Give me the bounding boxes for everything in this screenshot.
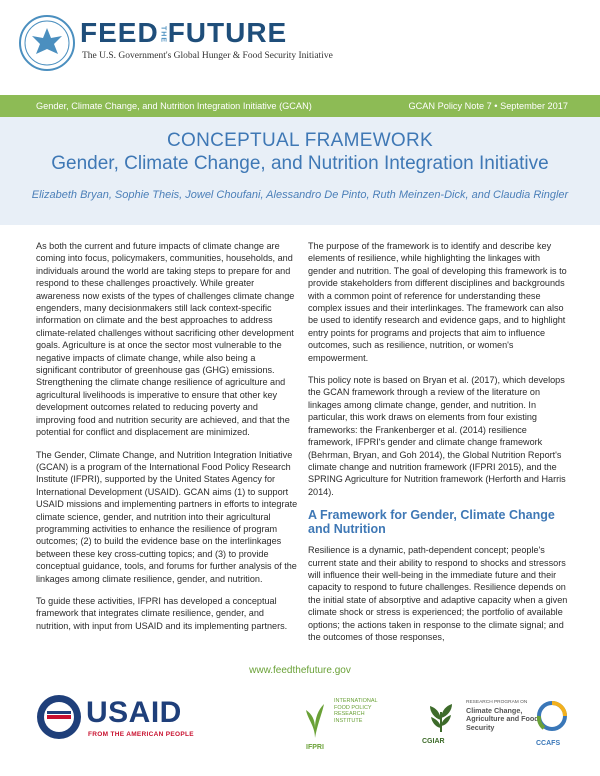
paragraph: To guide these activities, IFPRI has developed a conceptual framework that integrates climate resilience, gender, and nutrition, with input from USAID and its implementing partners.	[36, 595, 288, 631]
usaid-seal-icon	[36, 694, 82, 740]
cgiar-wordmark: CGIAR	[422, 738, 445, 745]
brand-the: THE	[159, 26, 167, 44]
ccafs-program-name: Climate Change, Agriculture and Food Security	[466, 706, 539, 732]
usaid-tagline: FROM THE AMERICAN PEOPLE	[88, 731, 194, 738]
right-column	[308, 240, 570, 653]
tagline: The U.S. Government's Global Hunger & Food Security Initiative	[82, 51, 333, 61]
document-title: CONCEPTUAL FRAMEWORK	[166, 130, 434, 151]
usaid-wordmark: USAID	[86, 696, 182, 729]
authors: Elizabeth Bryan, Sophie Theis, Jowel Choufani, Alessandro De Pinto, Ruth Meinzen-Dick, and Claudia Ringler	[31, 189, 569, 201]
website-link[interactable]: www.feedthefuture.gov	[249, 665, 351, 676]
header	[0, 0, 600, 92]
banner-program-name: Gender, Climate Change, and Nutrition Integration Initiative (GCAN)	[36, 101, 312, 111]
partner-logos	[0, 684, 600, 776]
ifpri-logo-icon	[302, 698, 328, 742]
brand-future: FUTURE	[167, 17, 288, 48]
paragraph: The Gender, Climate Change, and Nutrition Integration Initiative (GCAN) is a program of the International Food Policy Research Institute (IFPRI), supported by the United States Agency for International Development (USAID). GCAN aims (1) to support USAID missions and implementing partners in efforts to integrate climate science, gender, and nutrition into their agricultural programming activities to enhance the resilience of program outcomes; (2) to build the evidence base on the interlinkages between these key cross-cutting topics; and (3) to provide conceptual guidance, tools, and forums for further analysis of the linkages among climate resilience, gender, and nutrition.	[36, 449, 298, 584]
ifpri-acronym: IFPRI	[306, 744, 324, 751]
ccafs-logo-icon	[536, 698, 568, 736]
ccafs-program-label: RESEARCH PROGRAM ON	[466, 700, 528, 705]
title-block	[0, 117, 600, 225]
section-heading: A Framework for Gender, Climate Change and Nutrition	[308, 508, 555, 537]
paragraph: This policy note is based on Bryan et al. (2017), which develops the GCAN framework through a review of the literature on linkages among climate change, gender, and nutrition. In particular, this work draws on elements from four existing frameworks: the Frankenberger et al. (2014) resilience framework, IFPRI's gender and climate change framework (Behrman, Bryan, and Goh 2014), the Global Nutrition Report's climate change and nutrition framework (IFPRI 2015), and the SPRING Agriculture for Nutrition framework (Herforth and Harris 2014).	[308, 375, 566, 497]
brand-feed: FEED	[80, 17, 159, 48]
paragraph: As both the current and future impacts of climate change are coming into focus, policymakers, communities, households, and individuals around the world are taking steps to prepare for and respond to these challenges proactively. While greater awareness now exists of the types of challenges climate change engenders, many decisionmakers still lack context-specific information on climate and the best approaches to address climate-related challenges without sacrificing other development goals. Agriculture is at once the sector most vulnerable to the negative impacts of climate change, while also being a significant contributor of greenhouse gas (GHG) emissions. Strengthening the climate change resilience of agriculture and agricultural livelihoods is imperative to ensure that other key development outcomes related to reducing poverty and improving food and nutrition security are achieved, and that the potential for conflict and displacement are minimized.	[36, 241, 295, 438]
document-subtitle: Gender, Climate Change, and Nutrition Integration Initiative	[51, 153, 549, 174]
us-government-seal-icon	[18, 14, 76, 72]
paragraph: Resilience is a dynamic, path-dependent concept; people's current state and their ability to respond to shocks and stressors will influence their well-being in the immediate future and their capacity to respond to future challenges. Resilience depends on the initial state of absorptive and adaptive capacity when a given climate shock or stress is experienced; the portfolio of available options; the actions taken in response to the climate signal; and the outcomes of those responses,	[308, 545, 568, 642]
banner-note-info: GCAN Policy Note 7 • September 2017	[408, 101, 568, 111]
program-banner	[0, 95, 600, 117]
cgiar-logo-icon	[424, 700, 458, 734]
ccafs-wordmark: CCAFS	[536, 740, 561, 747]
left-column	[36, 240, 298, 642]
ifpri-full-name: INTERNATIONAL FOOD POLICY RESEARCH INSTITUTE	[334, 698, 378, 724]
brand-logotype	[80, 18, 287, 48]
paragraph: The purpose of the framework is to identify and describe key elements of resilience, while highlighting the linkages with gender and nutrition. The goal of developing this framework is to provide stakeholders from different disciplines and backgrounds with a common point of reference for understanding these complex issues and their interlinkages. The framework can also be used to identify research and evidence gaps, and to highlight entry points for programs and projects that aim to influence outcomes, such as resilience, nutrition, or women's empowerment.	[308, 241, 567, 363]
